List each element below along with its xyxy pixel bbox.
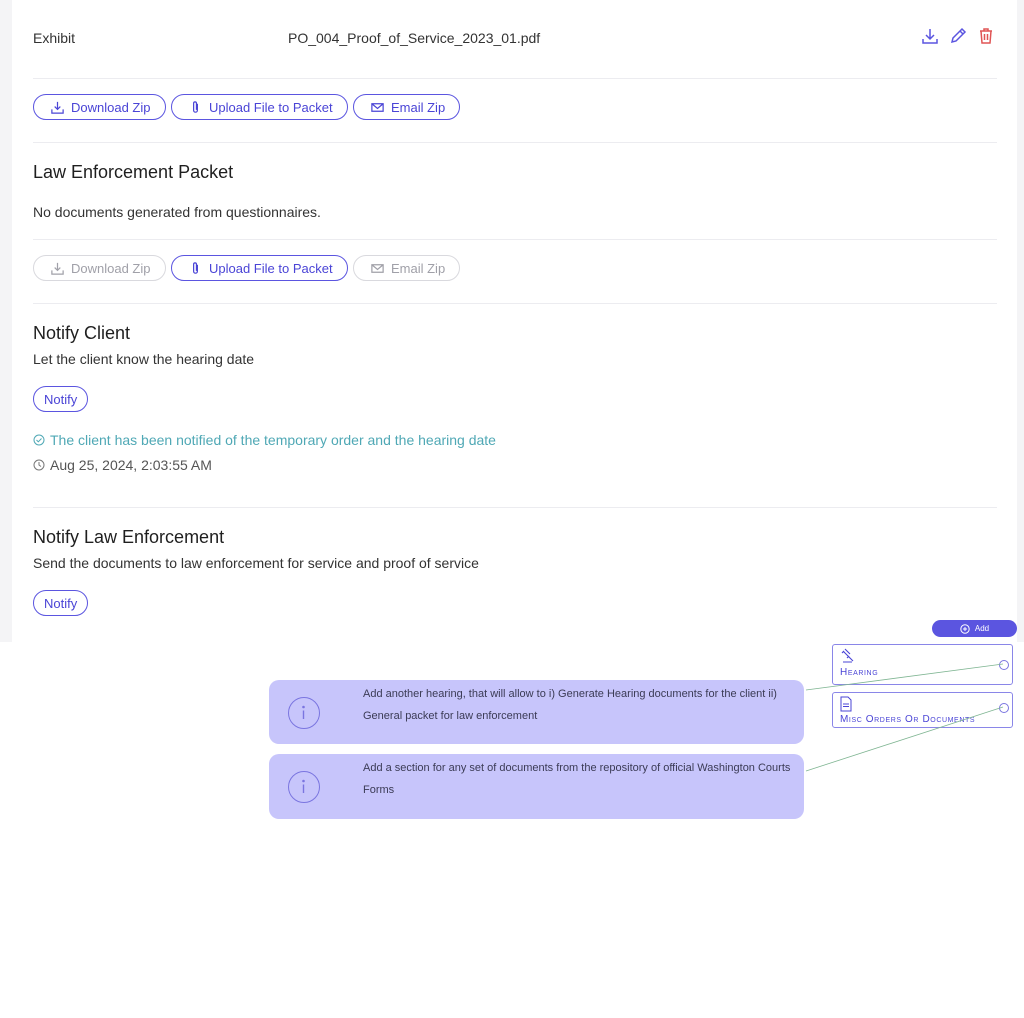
law-packet-title: Law Enforcement Packet bbox=[33, 162, 234, 182]
connector-line bbox=[806, 664, 1003, 690]
menu-item-misc-label: Misc Orders Or Documents bbox=[840, 714, 976, 725]
notify-client-label: Notify bbox=[44, 391, 78, 407]
info-icon bbox=[288, 771, 320, 803]
upload-file-label: Upload File to Packet bbox=[209, 99, 333, 115]
email-zip-label: Email Zip bbox=[391, 260, 446, 276]
upload-file-label: Upload File to Packet bbox=[209, 260, 333, 276]
notify-client-title: Notify Client bbox=[33, 323, 131, 343]
misc-tooltip-text: Add a section for any set of documents from the repository of official Washington Courts Forms bbox=[363, 762, 791, 796]
law-packet-empty-text: No documents generated from questionnaires. bbox=[33, 204, 321, 220]
info-icon bbox=[288, 697, 320, 729]
notify-law-description: Send the documents to law enforcement for service and proof of service bbox=[33, 555, 479, 571]
add-button-label: Add bbox=[974, 624, 990, 633]
exhibit-filename: PO_004_Proof_of_Service_2023_01.pdf bbox=[288, 30, 541, 46]
email-zip-label: Email Zip bbox=[391, 99, 446, 115]
timestamp-text: Aug 25, 2024, 2:03:55 AM bbox=[50, 457, 212, 473]
exhibit-type: Exhibit bbox=[33, 30, 76, 46]
notify-law-title: Notify Law Enforcement bbox=[33, 527, 225, 547]
download-zip-label: Download Zip bbox=[71, 99, 151, 115]
menu-item-hearing-label: Hearing bbox=[840, 667, 879, 678]
connector-line bbox=[806, 707, 1003, 771]
notify-client-description: Let the client know the hearing date bbox=[33, 351, 255, 367]
notify-law-label: Notify bbox=[44, 595, 78, 611]
notification-status-text: The client has been notified of the temporary order and the hearing date bbox=[50, 432, 496, 448]
hearing-tooltip-text: Add another hearing, that will allow to i) Generate Hearing documents for the client ii) General packet for law enforcement bbox=[363, 688, 777, 722]
hearing-tooltip bbox=[269, 680, 804, 744]
misc-tooltip bbox=[269, 754, 804, 819]
download-zip-label: Download Zip bbox=[71, 260, 151, 276]
